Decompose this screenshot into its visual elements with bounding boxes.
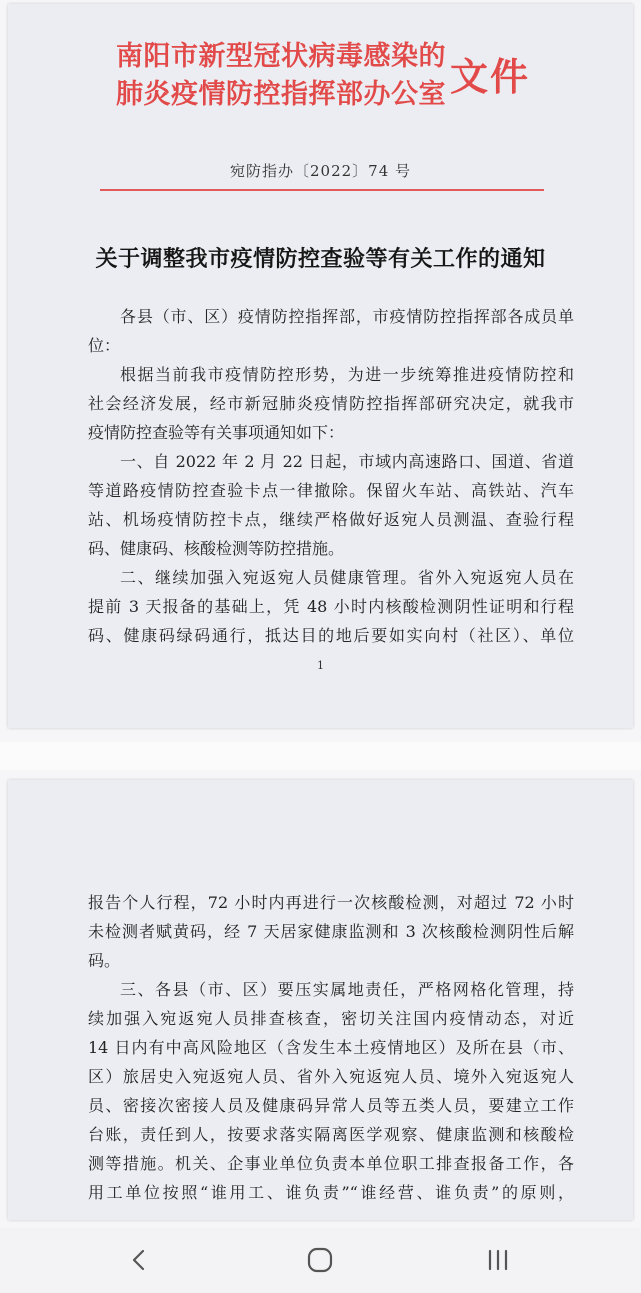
issuing-organization — [116, 38, 446, 114]
text-line: 疫情防控查验等有关事项通知如下： — [88, 423, 345, 442]
text-line: 一、自 2022 年 2 月 22 日起，市域内高速路口、国道、省道 — [120, 452, 574, 471]
circle-home-icon — [306, 1246, 334, 1274]
org-line-2: 肺炎疫情防控指挥部办公室 — [116, 79, 446, 110]
text-line: 未检测者赋黄码，经 7 天居家健康监测和 3 次核酸检测阴性后解 — [88, 922, 574, 941]
text-line: 提前 3 天报备的基础上，凭 48 小时内核酸检测阴性证明和行程 — [88, 597, 574, 616]
text-line: 续加强入宛返宛人员排查核查，密切关注国内疫情动态，对近 — [88, 1009, 574, 1028]
text-line: 码。 — [88, 951, 121, 970]
text-line: 员、密接次密接人员及健康码异常人员等五类人员，要建立工作 — [88, 1096, 574, 1115]
text-line: 台账，责任到人，按要求落实隔离医学观察、健康监测和核酸检 — [88, 1125, 574, 1144]
document-page-2 — [8, 780, 633, 1220]
page-number: 1 — [317, 659, 324, 672]
chevron-left-icon — [128, 1248, 152, 1272]
page-2-body — [88, 888, 574, 1207]
text-line: 社会经济发展，经市新冠肺炎疫情防控指挥部研究决定，就我市 — [88, 394, 574, 413]
text-line: 报告个人行程，72 小时内再进行一次核酸检测，对超过 72 小时 — [88, 893, 574, 912]
red-header-rule — [100, 189, 544, 191]
text-line: 根据当前我市疫情防控形势，为进一步统筹推进疫情防控和 — [120, 365, 574, 384]
text-line: 等道路疫情防控查验卡点一律撤除。保留火车站、高铁站、汽车 — [88, 481, 574, 500]
page-separator — [0, 742, 641, 770]
text-line: 14 日内有中高风险地区（含发生本土疫情地区）及所在县（市、 — [88, 1038, 574, 1057]
three-bars-icon — [485, 1248, 511, 1272]
text-line: 用工单位按照“谁用工、谁负责”“谁经营、谁负责”的原则， — [88, 1183, 574, 1202]
text-line: 区）旅居史入宛返宛人员、省外入宛返宛人员、境外入宛返宛人 — [88, 1067, 574, 1086]
org-line-1: 南阳市新型冠状病毒感染的 — [116, 41, 446, 72]
home-button[interactable] — [288, 1238, 352, 1282]
page-1-body — [88, 302, 574, 650]
text-line: 站、机场疫情防控卡点，继续严格做好返宛人员测温、查验行程 — [88, 510, 574, 529]
recent-apps-button[interactable] — [466, 1238, 530, 1282]
text-line: 码、健康码绿码通行，抵达目的地后要如实向村（社区）、单位 — [88, 626, 574, 645]
org-suffix-wenjian: 文件 — [450, 54, 531, 99]
document-number: 宛防指办〔2022〕74 号 — [229, 162, 412, 180]
text-line: 各县（市、区）疫情防控指挥部，市疫情防控指挥部各成员单位： — [88, 307, 574, 355]
document-title: 关于调整我市疫情防控查验等有关工作的通知 — [95, 246, 546, 272]
text-line: 三、各县（市、区）要压实属地责任，严格网格化管理，持 — [120, 980, 574, 999]
text-line: 二、继续加强入宛返宛人员健康管理。省外入宛返宛人员在 — [120, 568, 574, 587]
text-line: 码、健康码、核酸检测等防控措施。 — [88, 539, 345, 558]
system-navigation-bar — [0, 1228, 641, 1293]
text-line: 测等措施。机关、企事业单位负责本单位职工排查报备工作，各 — [88, 1154, 574, 1173]
document-page-1 — [8, 4, 633, 728]
back-button[interactable] — [108, 1238, 172, 1282]
